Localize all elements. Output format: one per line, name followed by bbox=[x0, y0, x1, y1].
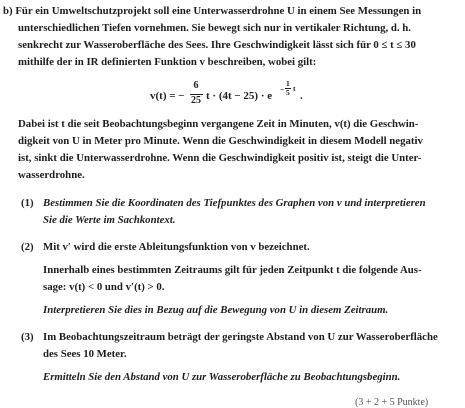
task-2-line-1: Mit v′ wird die erste Ableitungsfunktion von v bezeichnet. bbox=[43, 241, 310, 253]
context-line-3: ist, sinkt die Unterwasserdrohne. Wenn die Geschwindigkeit positiv ist, steigt die Unter- bbox=[18, 152, 422, 164]
exponent-numerator: 1 bbox=[286, 79, 290, 88]
task-2-number: (2) bbox=[21, 241, 34, 253]
intro-line-3: senkrecht zur Wasseroberfläche des Sees. Ihre Geschwindigkeit lässt sich für 0 ≤ t ≤ 30 bbox=[18, 39, 416, 51]
part-label: b) bbox=[3, 5, 13, 17]
task-1-line-2: Sie die Werte im Sachkontext. bbox=[43, 214, 176, 226]
intro-line-4: mithilfe der in IR definierten Funktion v beschreiben, wobei gilt: bbox=[18, 56, 317, 68]
formula-rhs: t · (4t − 25) · e bbox=[206, 90, 273, 102]
formula-lhs: v(t) = − bbox=[150, 90, 185, 102]
task-3-line-1: Im Beobachtungszeitraum beträgt der geringste Abstand von U zur Wasseroberfläche bbox=[43, 331, 438, 343]
formula-end: . bbox=[300, 90, 303, 102]
task-1-line-1: Bestimmen Sie die Koordinaten des Tiefpunktes des Graphen von v und interpretieren bbox=[43, 197, 426, 209]
points-summary: (3 + 2 + 5 Punkte) bbox=[355, 397, 429, 408]
task-3-line-2: des Sees 10 Meter. bbox=[43, 348, 127, 360]
exponent-denominator: 5 bbox=[286, 88, 290, 97]
task-2-line-4: Interpretieren Sie dies in Bezug auf die Bewegung von U in diesem Zeitraum. bbox=[43, 304, 389, 316]
context-line-1: Dabei ist t die seit Beobachtungsbeginn vergangene Zeit in Minuten, v(t) die Geschwin- bbox=[18, 118, 419, 130]
formula-fraction-numerator: 6 bbox=[193, 80, 199, 91]
context-line-2: digkeit von U in Meter pro Minute. Wenn die Geschwindigkeit in diesem Modell negativ bbox=[18, 135, 423, 147]
task-1-number: (1) bbox=[21, 197, 34, 209]
task-2-line-3: sage: v(t) < 0 und v′(t) > 0. bbox=[43, 281, 165, 293]
task-2-line-2: Innerhalb eines bestimmten Zeitraums gilt für jeden Zeitpunkt t die folgende Aus- bbox=[43, 264, 422, 276]
intro-line-1: b) Für ein Umweltschutzprojekt soll eine Unterwasserdrohne U in einem See Messungen in bbox=[3, 5, 422, 17]
context-line-4: wasserdrohne. bbox=[18, 169, 85, 181]
task-3-line-3: Ermitteln Sie den Abstand von U zur Wasseroberfläche zu Beobachtungsbeginn. bbox=[43, 371, 401, 383]
velocity-formula bbox=[150, 80, 310, 114]
exponent-sign: − bbox=[280, 85, 285, 94]
formula-fraction-denominator: 25 bbox=[191, 95, 201, 106]
exponent-variable: t bbox=[293, 84, 296, 93]
task-3-number: (3) bbox=[21, 331, 34, 343]
intro-line-2: unterschiedlichen Tiefen vornehmen. Sie bewegt sich nur in vertikaler Richtung, d. h. bbox=[18, 22, 412, 34]
